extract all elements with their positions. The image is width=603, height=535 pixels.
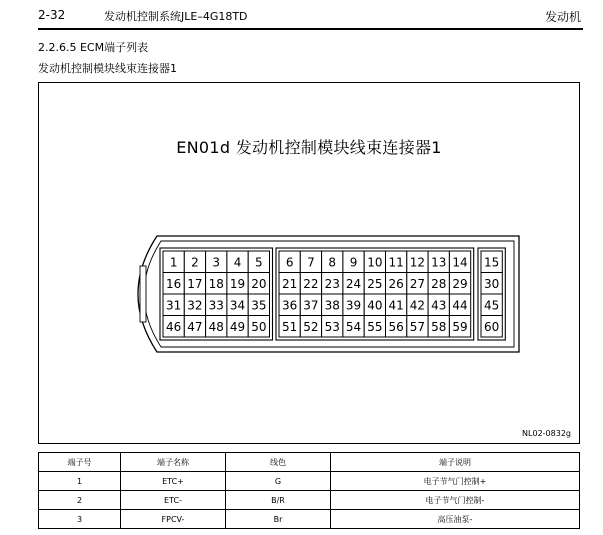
pin-number: 59 — [452, 319, 468, 334]
section-title: 发动机控制系统JLE–4G18TD — [104, 10, 248, 23]
table-row — [39, 510, 580, 529]
table-cell: ETC+ — [121, 472, 226, 491]
pin-number: 28 — [431, 276, 447, 291]
pin-number: 31 — [166, 298, 182, 313]
pin-number: 27 — [409, 276, 426, 291]
pin-number: 23 — [324, 276, 340, 291]
pin-number: 49 — [229, 319, 246, 334]
table-cell: 3 — [39, 510, 121, 529]
table-row — [39, 491, 580, 510]
header-rule — [38, 28, 583, 30]
pin-number: 33 — [208, 298, 224, 313]
table-row — [39, 472, 580, 491]
pin-number: 53 — [324, 319, 340, 334]
section-heading: 2.2.6.5 ECM端子列表 — [38, 41, 149, 54]
table-cell: ETC- — [121, 491, 226, 510]
pin-number: 57 — [409, 319, 426, 334]
page-number: 2-32 — [38, 8, 66, 22]
pin-number: 11 — [388, 255, 404, 270]
table-cell: 高压油泵- — [331, 510, 580, 529]
pin-number: 9 — [349, 255, 358, 270]
pin-number: 20 — [251, 276, 267, 291]
table-header-row — [39, 453, 580, 472]
page-header — [0, 0, 603, 32]
pin-number: 10 — [367, 255, 383, 270]
pin-number: 60 — [484, 319, 500, 334]
pin-number: 46 — [166, 319, 182, 334]
connector-figure — [38, 82, 580, 444]
pin-number: 32 — [187, 298, 203, 313]
pin-number: 15 — [484, 255, 500, 270]
pin-number: 2 — [191, 255, 199, 270]
pin-number: 8 — [328, 255, 337, 270]
pin-number: 36 — [282, 298, 298, 313]
column-header: 端子说明 — [331, 453, 580, 472]
figure-title: EN01d 发动机控制模块线束连接器1 — [176, 138, 442, 157]
chapter-title: 发动机 — [544, 10, 581, 24]
pin-number: 42 — [409, 298, 426, 313]
pin-number: 3 — [212, 255, 221, 270]
figure-code: NL02-0832g — [522, 429, 571, 438]
pin-number: 35 — [251, 298, 267, 313]
table-cell: 2 — [39, 491, 121, 510]
pin-number: 47 — [187, 319, 203, 334]
pin-number: 18 — [208, 276, 224, 291]
column-header: 线色 — [226, 453, 331, 472]
pin-number: 43 — [431, 298, 447, 313]
subsection-heading: 发动机控制模块线束连接器1 — [38, 62, 177, 75]
pin-number: 55 — [367, 319, 383, 334]
pin-number: 44 — [452, 298, 468, 313]
pin-number: 13 — [431, 255, 447, 270]
terminal-table — [38, 452, 580, 529]
table-cell: Br — [226, 510, 331, 529]
pin-number: 1 — [169, 255, 178, 270]
pin-number: 50 — [251, 319, 267, 334]
column-header: 端子名称 — [121, 453, 226, 472]
pin-number: 25 — [367, 276, 383, 291]
pin-number: 38 — [324, 298, 340, 313]
pin-number: 21 — [282, 276, 298, 291]
pin-number: 54 — [345, 319, 362, 334]
pin-number: 14 — [452, 255, 468, 270]
pin-number: 24 — [345, 276, 362, 291]
connector-drawing — [39, 83, 579, 443]
pin-number: 45 — [484, 298, 500, 313]
table-cell: 1 — [39, 472, 121, 491]
pin-number: 7 — [307, 255, 315, 270]
table-cell: 电子节气门控制- — [331, 491, 580, 510]
pin-number: 6 — [285, 255, 294, 270]
pin-number: 12 — [409, 255, 426, 270]
pin-number: 16 — [166, 276, 182, 291]
pin-number: 48 — [208, 319, 224, 334]
table-cell: G — [226, 472, 331, 491]
pin-number: 41 — [388, 298, 404, 313]
table-cell: FPCV- — [121, 510, 226, 529]
pin-number: 17 — [187, 276, 203, 291]
pin-number: 40 — [367, 298, 383, 313]
pin-number: 26 — [388, 276, 404, 291]
pin-number: 29 — [452, 276, 468, 291]
table-cell: B/R — [226, 491, 331, 510]
pin-number: 34 — [229, 298, 246, 313]
pin-number: 5 — [255, 255, 263, 270]
pin-number: 37 — [303, 298, 319, 313]
pin-number: 58 — [431, 319, 447, 334]
table-cell: 电子节气门控制+ — [331, 472, 580, 491]
pin-number: 52 — [303, 319, 319, 334]
pin-number: 51 — [282, 319, 298, 334]
pin-number: 56 — [388, 319, 404, 334]
pin-number: 30 — [484, 276, 500, 291]
pin-number: 19 — [229, 276, 246, 291]
pin-number: 39 — [345, 298, 362, 313]
pin-number: 22 — [303, 276, 319, 291]
pin-number: 4 — [233, 255, 242, 270]
column-header: 端子号 — [39, 453, 121, 472]
connector-latch — [140, 266, 146, 322]
